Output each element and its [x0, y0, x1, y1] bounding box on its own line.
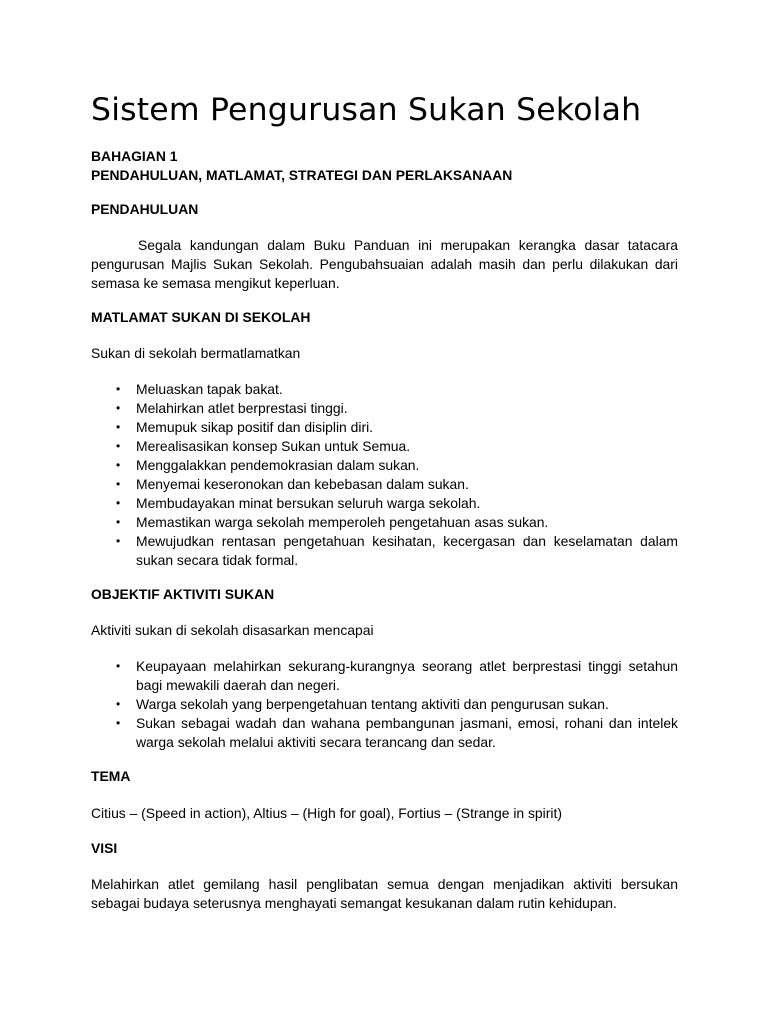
section-tema-heading-wrap — [91, 767, 678, 786]
section-objektif-list-wrap — [91, 657, 678, 752]
list-item-text: Melahirkan atlet berprestasi tinggi. — [136, 400, 348, 416]
section-heading-matlamat: MATLAMAT SUKAN DI SEKOLAH — [91, 309, 311, 325]
bullet-icon: • — [116, 401, 121, 415]
part-header — [91, 147, 678, 185]
part-subtitle: PENDAHULUAN, MATLAMAT, STRATEGI DAN PERLAKSANAAN — [91, 167, 513, 183]
document-title: Sistem Pengurusan Sukan Sekolah — [91, 92, 642, 128]
section-heading-pendahuluan: PENDAHULUAN — [91, 201, 199, 217]
list-item-text: Meluaskan tapak bakat. — [136, 381, 283, 397]
matlamat-intro-text: Sukan di sekolah bermatlamatkan — [91, 345, 301, 361]
list-item — [91, 380, 678, 399]
bullet-icon: • — [116, 697, 121, 711]
list-item-text: Mewujudkan rentasan pengetahuan kesihatan, kecergasan dan keselamatan dalam sukan secara tidak formal. — [136, 533, 678, 568]
list-item — [91, 475, 678, 494]
section-pendahuluan-heading-wrap — [91, 200, 678, 219]
section-matlamat-list-wrap — [91, 380, 678, 570]
section-visi-body — [91, 875, 678, 913]
section-objektif-intro — [91, 621, 678, 640]
bullet-icon: • — [116, 716, 121, 730]
list-item-text: Sukan sebagai wadah dan wahana pembangunan jasmani, emosi, rohani dan intelek warga sekolah melalui aktiviti secara terancang dan sedar. — [136, 715, 678, 750]
section-tema-body — [91, 804, 678, 823]
section-matlamat-heading-wrap — [91, 308, 678, 327]
list-item-text: Keupayaan melahirkan sekurang-kurangnya seorang atlet berprestasi tinggi setahun bagi mewakili daerah dan negeri. — [136, 658, 678, 693]
list-item — [91, 695, 678, 714]
objektif-intro-text: Aktiviti sukan di sekolah disasarkan mencapai — [91, 622, 374, 638]
section-matlamat-intro — [91, 344, 678, 363]
list-item-text: Memupuk sikap positif dan disiplin diri. — [136, 419, 374, 435]
pendahuluan-paragraph: Segala kandungan dalam Buku Panduan ini merupakan kerangka dasar tatacara pengurusan Majlis Sukan Sekolah. Pengubahsuaian adalah masih dan perlu dilakukan dari semasa ke semasa mengikut keperluan. — [91, 237, 678, 291]
list-item — [91, 437, 678, 456]
list-item — [91, 494, 678, 513]
section-heading-objektif: OBJEKTIF AKTIVITI SUKAN — [91, 586, 275, 602]
bullet-icon: • — [116, 382, 121, 396]
visi-paragraph: Melahirkan atlet gemilang hasil penglibatan semua dengan menjadikan aktiviti bersukan sebagai budaya seterusnya menghayati semangat kesukanan dalam rutin kehidupan. — [91, 876, 678, 911]
bullet-icon: • — [116, 496, 121, 510]
bullet-icon: • — [116, 458, 121, 472]
section-objektif-heading-wrap — [91, 585, 678, 604]
bullet-icon: • — [116, 439, 121, 453]
section-heading-tema: TEMA — [91, 768, 131, 784]
list-item — [91, 399, 678, 418]
list-item-text: Memastikan warga sekolah memperoleh pengetahuan asas sukan. — [136, 514, 549, 530]
bullet-icon: • — [116, 420, 121, 434]
list-item-text: Membudayakan minat bersukan seluruh warga sekolah. — [136, 495, 481, 511]
bullet-icon: • — [116, 477, 121, 491]
section-heading-visi: VISI — [91, 840, 118, 856]
list-item — [91, 532, 678, 570]
bullet-icon: • — [116, 659, 121, 673]
list-item — [91, 418, 678, 437]
bullet-icon: • — [116, 534, 121, 548]
section-visi-heading-wrap — [91, 839, 678, 858]
list-item-text: Merealisasikan konsep Sukan untuk Semua. — [136, 438, 411, 454]
objektif-bullet-list — [91, 657, 678, 752]
list-item — [91, 657, 678, 695]
list-item-text: Warga sekolah yang berpengetahuan tentang aktiviti dan pengurusan sukan. — [136, 696, 609, 712]
list-item-text: Menyemai keseronokan dan kebebasan dalam sukan. — [136, 476, 469, 492]
list-item — [91, 456, 678, 475]
section-pendahuluan-body — [91, 236, 678, 293]
tema-text: Citius – (Speed in action), Altius – (High for goal), Fortius – (Strange in spirit) — [91, 805, 562, 821]
list-item-text: Menggalakkan pendemokrasian dalam sukan. — [136, 457, 420, 473]
bullet-icon: • — [116, 515, 121, 529]
part-label: BAHAGIAN 1 — [91, 148, 178, 164]
list-item — [91, 714, 678, 752]
matlamat-bullet-list — [91, 380, 678, 570]
list-item — [91, 513, 678, 532]
